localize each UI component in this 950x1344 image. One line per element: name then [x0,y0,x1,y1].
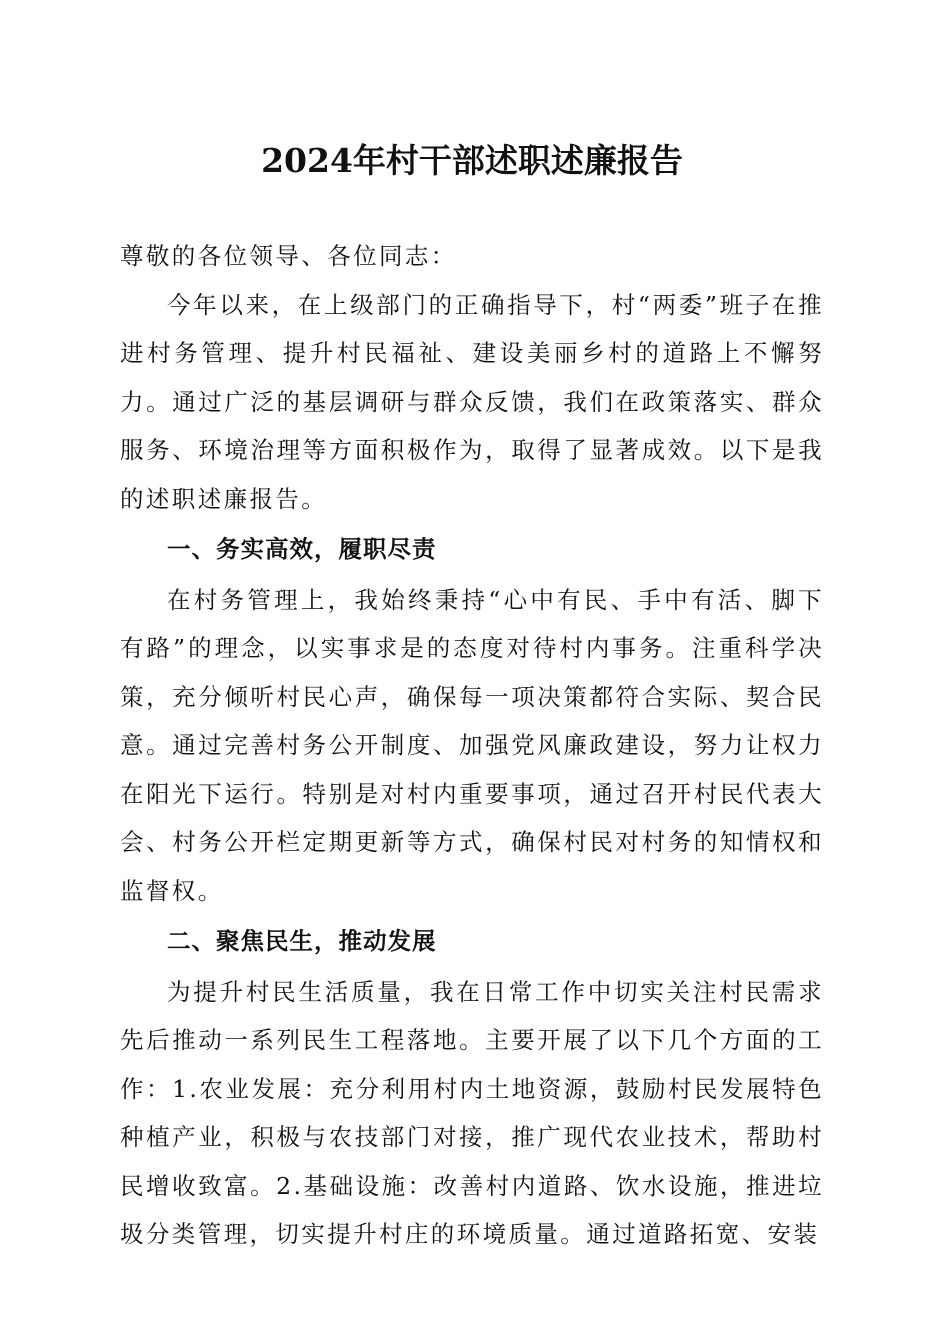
intro-paragraph: 今年以来，在上级部门的正确指导下，村“两委”班子在推进村务管理、提升村民福祉、建设美丽乡村的道路上不懈努力。通过广泛的基层调研与群众反馈，我们在政策落实、群众服务、环境治理等方面积极作为，取得了显著成效。以下是我的述职述廉报告。 [120,290,824,513]
document-title: 2024年村干部述职述廉报告 [261,141,683,180]
section-heading-2: 二、聚焦民生，推动发展 [167,927,437,955]
section-heading-1: 一、务实高效，履职尽责 [167,535,437,563]
section-paragraph-1: 在村务管理上，我始终秉持“心中有民、手中有活、脚下有路”的理念，以实事求是的态度对待村内事务。注重科学决策，充分倾听村民心声，确保每一项决策都符合实际、契合民意。通过完善村务公开制度、加强党风廉政建设，努力让权力在阳光下运行。特别是对村内重要事项，通过召开村民代表大会、村务公开栏定期更新等方式，确保村民对村务的知情权和监督权。 [120,585,824,905]
document-body [120,232,824,1259]
section-paragraph-2: 为提升村民生活质量，我在日常工作中切实关注村民需求先后推动一系列民生工程落地。主要开展了以下几个方面的工作：1.农业发展：充分利用村内土地资源，鼓励村民发展特色种植产业，积极与农技部门对接，推广现代农业技术，帮助村民增收致富。2.基础设施：改善村内道路、饮水设施，推进垃圾分类管理，切实提升村庄的环境质量。通过道路拓宽、安装 [120,977,824,1248]
salutation: 尊敬的各位领导、各位同志： [120,242,457,270]
